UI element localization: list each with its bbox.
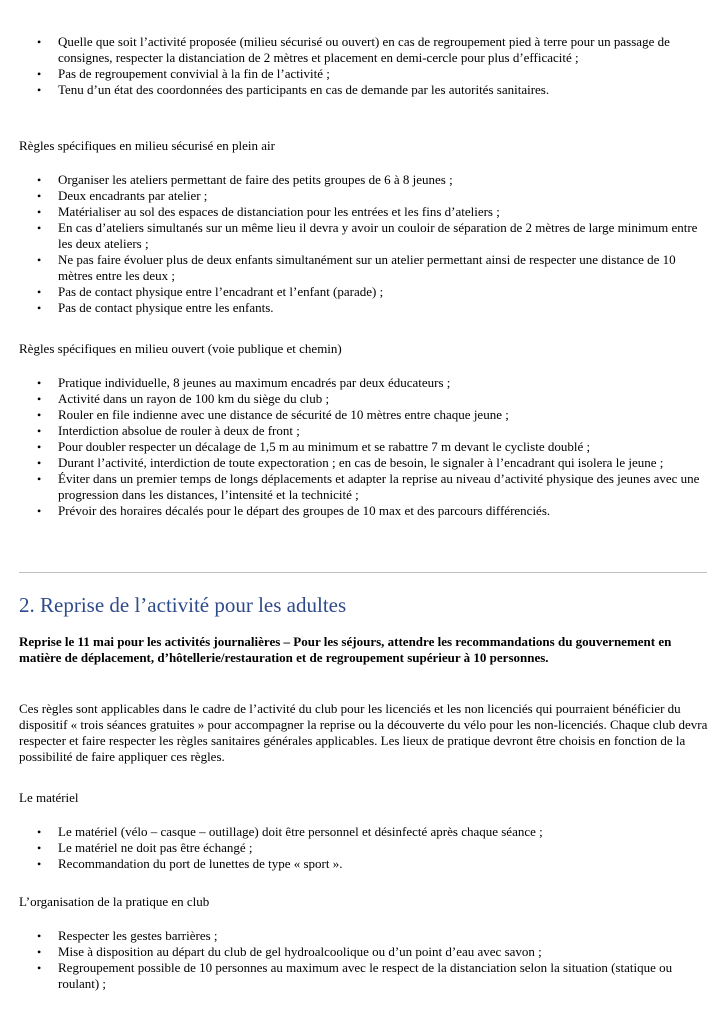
list-item: • Rouler en file indienne avec une distance de sécurité de 10 mètres entre chaque jeune ;	[0, 407, 724, 423]
list-item: • Regroupement possible de 10 personnes au maximum avec le respect de la distanciation selon la situation (statique ou roulant) ;	[0, 960, 724, 992]
list-item: • Pratique individuelle, 8 jeunes au maximum encadrés par deux éducateurs ;	[0, 375, 724, 391]
section-divider	[19, 572, 707, 573]
list-item: • Pour doubler respecter un décalage de 1,5 m au minimum et se rabattre 7 m devant le cycliste doublé ;	[0, 439, 724, 455]
list-item: • Éviter dans un premier temps de longs déplacements et adapter la reprise au niveau d’activité physique des jeunes avec une progression dans les distances, l’intensité et la technicité ;	[0, 471, 724, 503]
list-item: • En cas d’ateliers simultanés sur un même lieu il devra y avoir un couloir de séparation de 2 mètres de large minimum entre les deux ateliers ;	[0, 220, 724, 252]
list-item: • Mise à disposition au départ du club de gel hydroalcoolique ou d’un point d’eau avec savon ;	[0, 944, 724, 960]
bullet-list-general-rules	[0, 34, 724, 98]
list-item: • Organiser les ateliers permettant de faire des petits groupes de 6 à 8 jeunes ;	[0, 172, 724, 188]
list-item: • Durant l’activité, interdiction de toute expectoration ; en cas de besoin, le signaler à l’encadrant qui isolera le jeune ;	[0, 455, 724, 471]
list-item: • Pas de regroupement convivial à la fin de l’activité ;	[0, 66, 724, 82]
list-item: • Activité dans un rayon de 100 km du siège du club ;	[0, 391, 724, 407]
list-item: • Respecter les gestes barrières ;	[0, 928, 724, 944]
bullet-list-club-organisation	[0, 928, 724, 992]
list-item: • Tenu d’un état des coordonnées des participants en cas de demande par les autorités sanitaires.	[0, 82, 724, 98]
list-item: • Quelle que soit l’activité proposée (milieu sécurisé ou ouvert) en cas de regroupement pied à terre pour un passage de consignes, respecter la distanciation de 2 mètres et placement en demi-cercle pour plus d’efficacité ;	[0, 34, 724, 66]
section-title-open-environment: Règles spécifiques en milieu ouvert (voie publique et chemin)	[19, 341, 342, 356]
list-item: • Recommandation du port de lunettes de type « sport ».	[0, 856, 724, 872]
list-item: • Deux encadrants par atelier ;	[0, 188, 724, 204]
body-paragraph: Ces règles sont applicables dans le cadre de l’activité du club pour les licenciés et les non licenciés qui pourraient bénéficier du dispositif « trois séances gratuites » pour accompagner la reprise ou la découverte du vélo pour les non-licenciés. Chaque club devra respecter et faire respecter les règles sanitaires générales applicables. Les lieux de pratique devront être choisis en fonction de la possibilité de faire appliquer ces règles.	[19, 701, 708, 764]
list-item: • Pas de contact physique entre les enfants.	[0, 300, 724, 316]
bullet-list-secure-rules	[0, 172, 724, 316]
bullet-list-open-rules	[0, 375, 724, 519]
heading-adult-resumption: 2. Reprise de l’activité pour les adultes	[19, 593, 347, 617]
list-item: • Ne pas faire évoluer plus de deux enfants simultanément sur un atelier permettant ainsi de respecter une distance de 10 mètres entre les deux ;	[0, 252, 724, 284]
list-item: • Interdiction absolue de rouler à deux de front ;	[0, 423, 724, 439]
section-title-club-organisation: L’organisation de la pratique en club	[19, 894, 210, 909]
bold-intro-paragraph: Reprise le 11 mai pour les activités journalières – Pour les séjours, attendre les recommandations du gouvernement en matière de déplacement, d’hôtellerie/restauration et de regroupement supérieur à 10 personnes.	[19, 634, 672, 665]
list-item: • Pas de contact physique entre l’encadrant et l’enfant (parade) ;	[0, 284, 724, 300]
section-title-secure-environment: Règles spécifiques en milieu sécurisé en plein air	[19, 138, 275, 153]
list-item: • Le matériel (vélo – casque – outillage) doit être personnel et désinfecté après chaque séance ;	[0, 824, 724, 840]
list-item: • Prévoir des horaires décalés pour le départ des groupes de 10 max et des parcours différenciés.	[0, 503, 724, 519]
bullet-list-material	[0, 824, 724, 872]
section-title-material: Le matériel	[19, 790, 79, 805]
list-item: • Le matériel ne doit pas être échangé ;	[0, 840, 724, 856]
list-item: • Matérialiser au sol des espaces de distanciation pour les entrées et les fins d’ateliers ;	[0, 204, 724, 220]
